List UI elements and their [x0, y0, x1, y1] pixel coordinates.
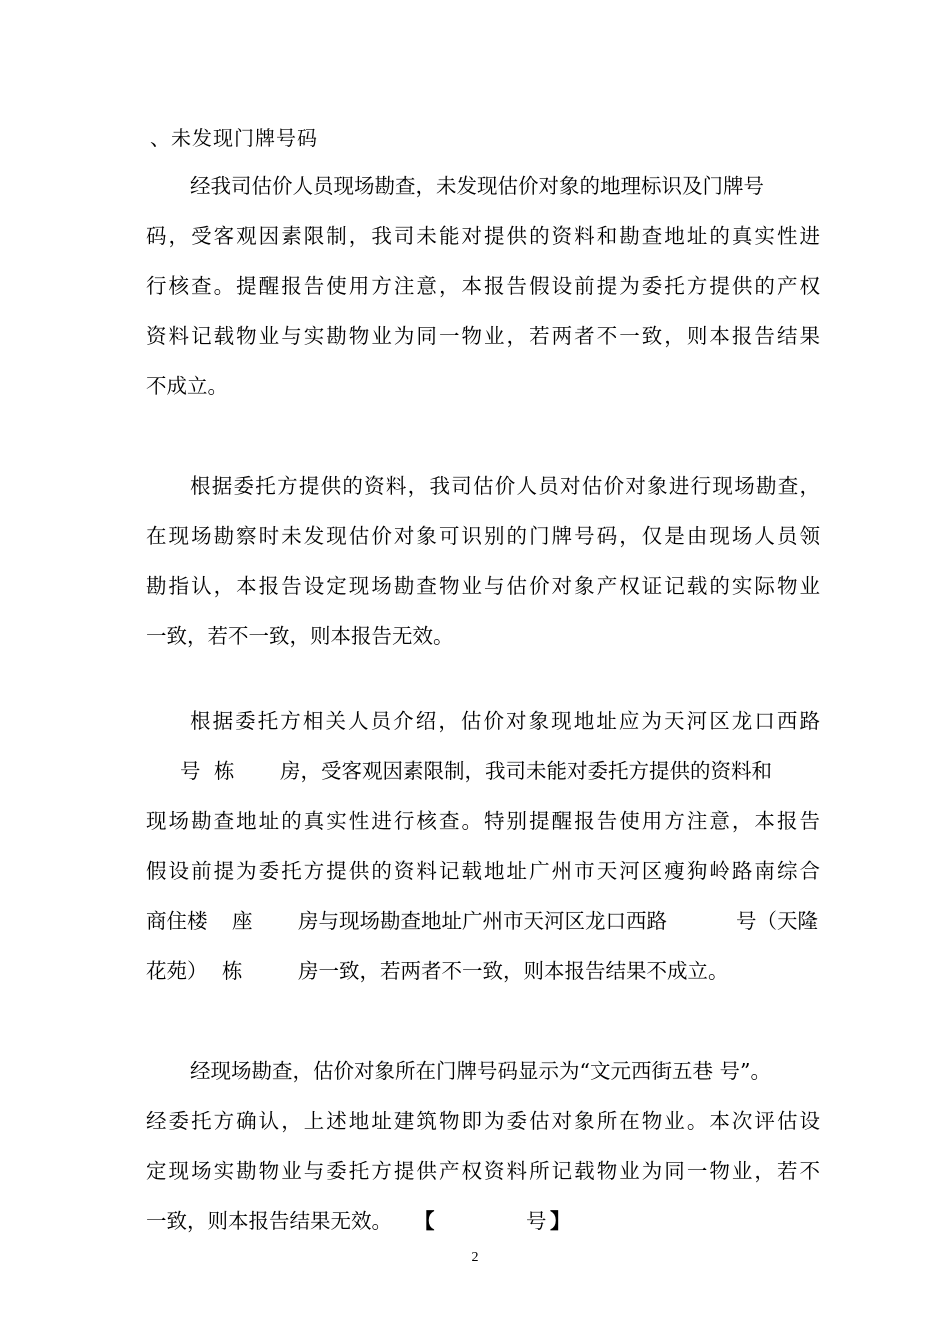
paragraph-1-line-4: 资料记载物业与实勘物业为同一物业，若两者不一致，则本报告结果	[146, 324, 820, 348]
paragraph-3-segment: 房一致，若两者不一致，则本报告结果不成立。	[298, 959, 729, 983]
paragraph-3-segment: 房，受客观因素限制，我司未能对委托方提供的资料和	[280, 759, 772, 783]
paragraph-1-line-2: 码，受客观因素限制，我司未能对提供的资料和勘查地址的真实性进	[146, 224, 820, 248]
paragraph-2-line-2: 在现场勘察时未发现估价对象可识别的门牌号码，仅是由现场人员领	[146, 524, 820, 548]
paragraph-2-line-1: 根据委托方提供的资料，我司估价人员对估价对象进行现场勘查，	[190, 474, 820, 498]
paragraph-4-segment: 一致，则本报告结果无效。	[146, 1209, 392, 1233]
paragraph-3-line-2	[146, 757, 820, 785]
paragraph-3-segment: 座	[232, 909, 253, 933]
paragraph-2-line-4: 一致，若不一致，则本报告无效。	[146, 624, 454, 648]
paragraph-4-line-1: 经现场勘查，估价对象所在门牌号码显示为“文元西街五巷 号”。	[190, 1059, 771, 1083]
paragraph-3-segment: 号	[180, 759, 201, 783]
paragraph-3-line-4: 假设前提为委托方提供的资料记载地址广州市天河区瘦狗岭路南综合	[146, 859, 820, 883]
bracket-close: 】	[550, 1209, 571, 1233]
paragraph-2-line-3: 勘指认，本报告设定现场勘查物业与估价对象产权证记载的实际物业	[146, 574, 820, 598]
paragraph-1-line-5: 不成立。	[146, 374, 228, 398]
paragraph-1-line-1: 经我司估价人员现场勘查，未发现估价对象的地理标识及门牌号	[190, 174, 764, 198]
page-number: 2	[471, 1250, 479, 1265]
section-heading: 、未发现门牌号码	[150, 126, 318, 150]
paragraph-1-line-3: 行核查。提醒报告使用方注意，本报告假设前提为委托方提供的产权	[146, 274, 820, 298]
paragraph-3-line-3: 现场勘查地址的真实性进行核查。特别提醒报告使用方注意，本报告	[146, 809, 820, 833]
bracket-open: 【	[414, 1209, 435, 1233]
paragraph-3-line-5	[146, 907, 820, 935]
paragraph-4-line-3: 定现场实勘物业与委托方提供产权资料所记载物业为同一物业，若不	[146, 1159, 820, 1183]
paragraph-3-segment: 房与现场勘查地址广州市天河区龙口西路	[298, 909, 667, 933]
paragraph-3-segment: 花苑）	[146, 959, 208, 983]
paragraph-3-segment: 号（天隆	[736, 909, 818, 933]
paragraph-4-line-4	[146, 1207, 820, 1235]
paragraph-3-segment: 栋	[222, 959, 243, 983]
paragraph-4-segment: 号	[526, 1209, 547, 1233]
paragraph-4-line-2: 经委托方确认，上述地址建筑物即为委估对象所在物业。本次评估设	[146, 1109, 820, 1133]
paragraph-3-segment: 栋	[214, 759, 235, 783]
paragraph-3-line-1: 根据委托方相关人员介绍，估价对象现地址应为天河区龙口西路	[190, 709, 820, 733]
paragraph-3-line-6	[146, 957, 820, 985]
paragraph-3-segment: 商住楼	[146, 909, 208, 933]
